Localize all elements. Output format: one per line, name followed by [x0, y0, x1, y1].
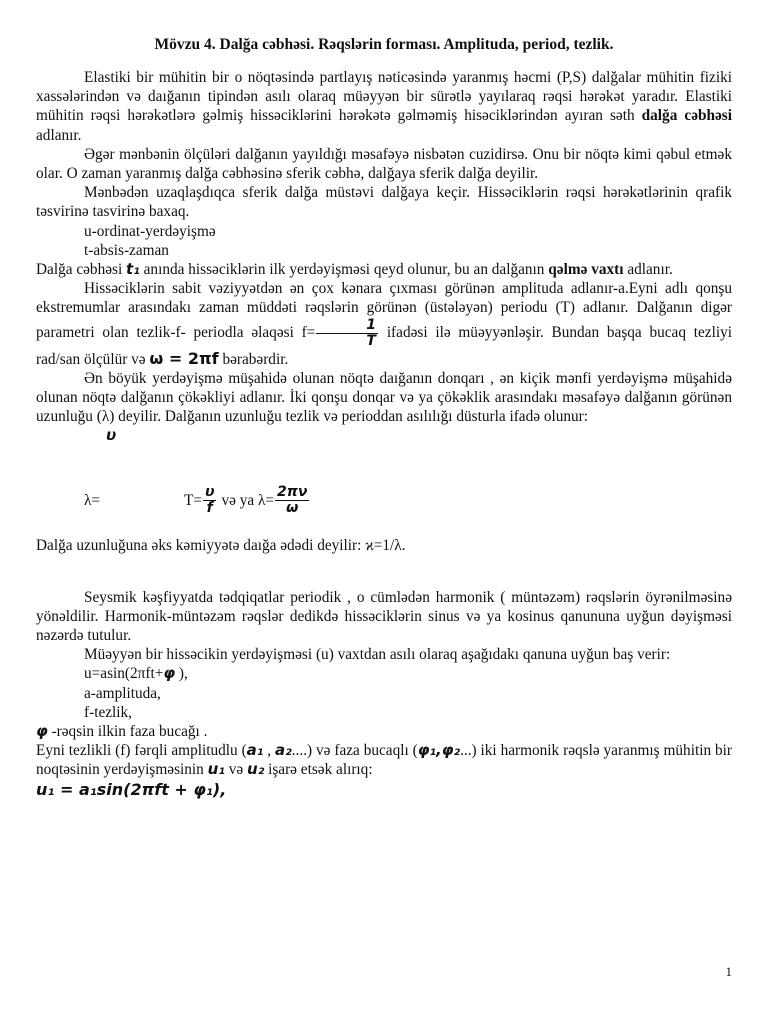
paragraph-amplitude-period: Hissəciklərin sabit vəziyyətdən ən çox kənara çıxması görünən amplituda adlanır-a.Eyni adlı qonşu ekstremumlar arasındakı zaman müddəti rəqslərin görünən (üstələyən) periodu (T) adlanır. Dalğanın digər parametri olan tezlik-f- periodla əlaqəsi f= $\frac{1}{T}$ ifadəsi ilə müəyyənləşir. Bundan başqa bucaq tezliyi rad/san ölçülür və ω = 2πf bərabərdir. — [36, 280, 732, 368]
equation-u: u=asin(2πft+φ ), — [84, 664, 188, 683]
definition-t: t-absis-zaman — [84, 241, 169, 259]
definition-u: u-ordinat-yerdəyişmə — [84, 222, 216, 240]
symbol-t1: t₁ — [126, 260, 140, 279]
definition-f: f-tezlik, — [84, 703, 132, 721]
paragraph-spherical-wave: Əgər mənbənin ölçüləri dalğanın yayıldığı məsafəyə nisbətən cuzidirsə. Onu bir nöqtə kimi qəbul etmək olar. O zaman yaranmış dalğa cəbhəsinə sferik cəbhə, dalğaya sferik dalğa deyilir. — [36, 145, 732, 183]
symbol-v: υ — [106, 426, 117, 445]
paragraph-plane-wave: Mənbədən uzaqlaşdıqca sferik dalğa müstəvi dalğaya keçir. Hissəciklərin rəqsi hərəkətlərinin qrafik təsvirinə tasvirinə baxaq. — [36, 184, 732, 221]
symbol-phi: φ — [163, 664, 176, 683]
formula-wavelength: λ= T= $\frac{\upsilon}{f}$ və ya λ= $\frac{2\pi\nu}{\omega}$ — [84, 483, 308, 516]
definition-phi: φ -rəqsin ilkin faza bucağı . — [36, 722, 208, 741]
term-arrival-time: qəlmə vaxtı — [548, 261, 624, 279]
equation-u1: u₁ = a₁sin(2πft + φ₁), — [36, 779, 227, 799]
definition-a: a-amplituda, — [84, 684, 161, 702]
page-number: 1 — [725, 964, 732, 979]
document-body — [36, 68, 732, 799]
paragraph-arrival-time: Dalğa cəbhəsi t₁ anında hissəciklərin ilk yerdəyişməsi qeyd olunur, bu an dalğanın qəlmə vaxtı adlanır. — [36, 260, 673, 279]
fraction-v-over-f: $\frac{\upsilon}{f}$ — [204, 483, 215, 516]
formula-omega: ω = 2πf — [149, 348, 219, 368]
symbol-a1: a₁ — [246, 741, 264, 760]
paragraph-displacement: Müəyyən bir hissəcikin yerdəyişməsi (u) vaxtdan asılı olaraq aşağıdakı qanuna uyğun baş verir: — [84, 646, 671, 664]
paragraph-harmonic: Seysmik kəşfiyyatda tədqiqatlar periodik , o cümlədən harmonik ( müntəzəm) rəqslərin öyrənilməsinə yönəldilir. Harmonik-müntəzəm rəqslər dedikdə hissəciklərin sinus və ya kosinus qanununa uyğun dəyişməsi nəzərdə tutulur. — [36, 588, 732, 645]
symbol-phi-def: φ — [36, 722, 48, 741]
page-title: Mövzu 4. Dalğa cəbhəsi. Rəqslərin forması. Amplituda, period, tezlik. — [154, 36, 614, 53]
paragraph-wave-front: Elastiki bir mühitin bir o nöqtəsində partlayış nəticəsində yaranmış həcmi (P,S) dalğalar mühitin fiziki xassələrindən və daığanın tipindən asılı olaraq müəyyən bir sürətlə yayılaraq rəqsi hərəkət yaradır. Elastiki mühitin rəqsi hərəkətlərə gəlmiş hissəciklərini hərəkətə gəlməmiş hisəciklərindən ayıran səth dalğa cəbhəsi adlanır. — [36, 69, 732, 144]
paragraph-two-harmonics: Eyni tezlikli (f) fərqli amplitudlu (a₁ , a₂....) və faza bucaqlı (φ₁,φ₂...) iki harmonik rəqslə yaranmış mühitin bir noqtəsinin yerdəyişməsinin u₁ və u₂ işarə etsək alırıq: — [36, 741, 732, 779]
paragraph-wavelength: Ən böyük yerdəyişmə müşahidə olunan nöqtə daığanın donqarı , ən kiçik mənfi yerdəyişmə müşahidə olunan nöqtə dalğanın çökəkliyi adlanır. İki qonşu donqar və ya çökəklik arasındakı məsafəyə dalğanın görünən uzunluğu (λ) deyilir. Dalğanın uzunluğu tezlik və perioddan asılılığı düsturla ifadə olunur: — [36, 369, 732, 426]
symbol-u2: u₂ — [247, 760, 265, 779]
term-wave-front: dalğa cəbhəsi — [641, 107, 732, 125]
symbol-a2: a₂ — [275, 741, 292, 760]
fraction-1-over-T: $\frac{1}{T}$ — [316, 318, 378, 349]
fraction-2piv-over-omega: $\frac{2\pi\nu}{\omega}$ — [277, 483, 308, 516]
symbol-u1: u₁ — [207, 760, 225, 779]
paragraph-wave-number: Dalğa uzunluğuna əks kəmiyyətə daığa ədədi deyilir: ϰ=1/λ. — [36, 537, 406, 555]
symbol-phi1-phi2: φ₁,φ₂ — [417, 741, 461, 760]
